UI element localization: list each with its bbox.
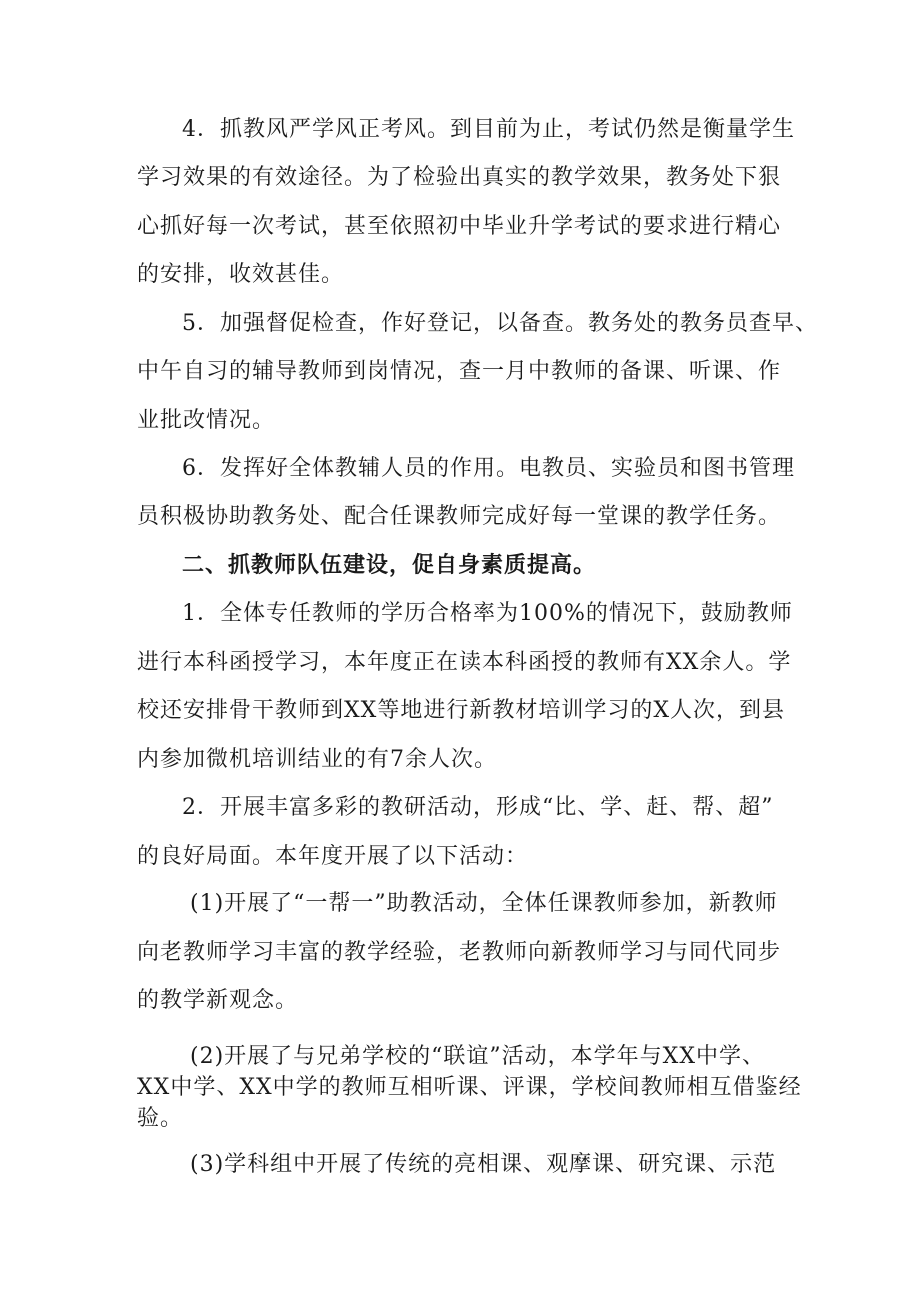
text-line: 的良好局面。本年度开展了以下活动： <box>137 844 529 869</box>
text-line: 学习效果的有效途径。为了检验出真实的教学效果，教务处下狠 <box>137 165 782 190</box>
text-line: 6．发挥好全体教辅人员的作用。电教员、实验员和图书管理 <box>182 456 795 481</box>
text-line: 1．全体专任教师的学历合格率为100%的情况下，鼓励教师 <box>182 601 793 626</box>
text-line: 中午自习的辅导教师到岗情况，查一月中教师的备课、听课、作 <box>137 359 782 384</box>
text-line: 的安排，收效甚佳。 <box>137 262 345 287</box>
text-line: 员积极协助教务处、配合任课教师完成好每一堂课的教学任务。 <box>137 504 782 529</box>
text-line: 向老教师学习丰富的教学经验，老教师向新教师学习与同代同步 <box>137 940 782 965</box>
text-line: XX中学、XX中学的教师互相听课、评课，学校间教师相互借鉴经 <box>137 1075 802 1100</box>
text-line: 2．开展丰富多彩的教研活动，形成“比、学、赶、帮、超” <box>182 795 774 820</box>
text-line: 心抓好每一次考试，甚至依照初中毕业升学考试的要求进行精心 <box>137 214 782 239</box>
text-line: 进行本科函授学习，本年度正在读本科函授的教师有XX余人。学 <box>137 650 792 675</box>
text-line: (1)开展了“一帮一”助教活动，全体任课教师参加，新教师 <box>190 891 778 916</box>
section-heading: 二、抓教师队伍建设，促自身素质提高。 <box>182 553 597 578</box>
text-line: 的教学新观念。 <box>137 988 299 1013</box>
text-line: 5．加强督促检查，作好登记，以备查。教务处的教务员查早、 <box>182 311 818 336</box>
text-line: 验。 <box>137 1106 184 1131</box>
text-line: 业批改情况。 <box>137 408 276 433</box>
text-line: 内参加微机培训结业的有7余人次。 <box>137 747 497 772</box>
text-line: (3)学科组中开展了传统的亮相课、观摩课、研究课、示范 <box>190 1152 777 1177</box>
text-line: 4．抓教风严学风正考风。到目前为止，考试仍然是衡量学生 <box>182 117 795 142</box>
text-line: 校还安排骨干教师到XX等地进行新教材培训学习的X人次，到县 <box>137 698 785 723</box>
text-line: (2)开展了与兄弟学校的“联谊”活动，本学年与XX中学、 <box>190 1044 765 1069</box>
